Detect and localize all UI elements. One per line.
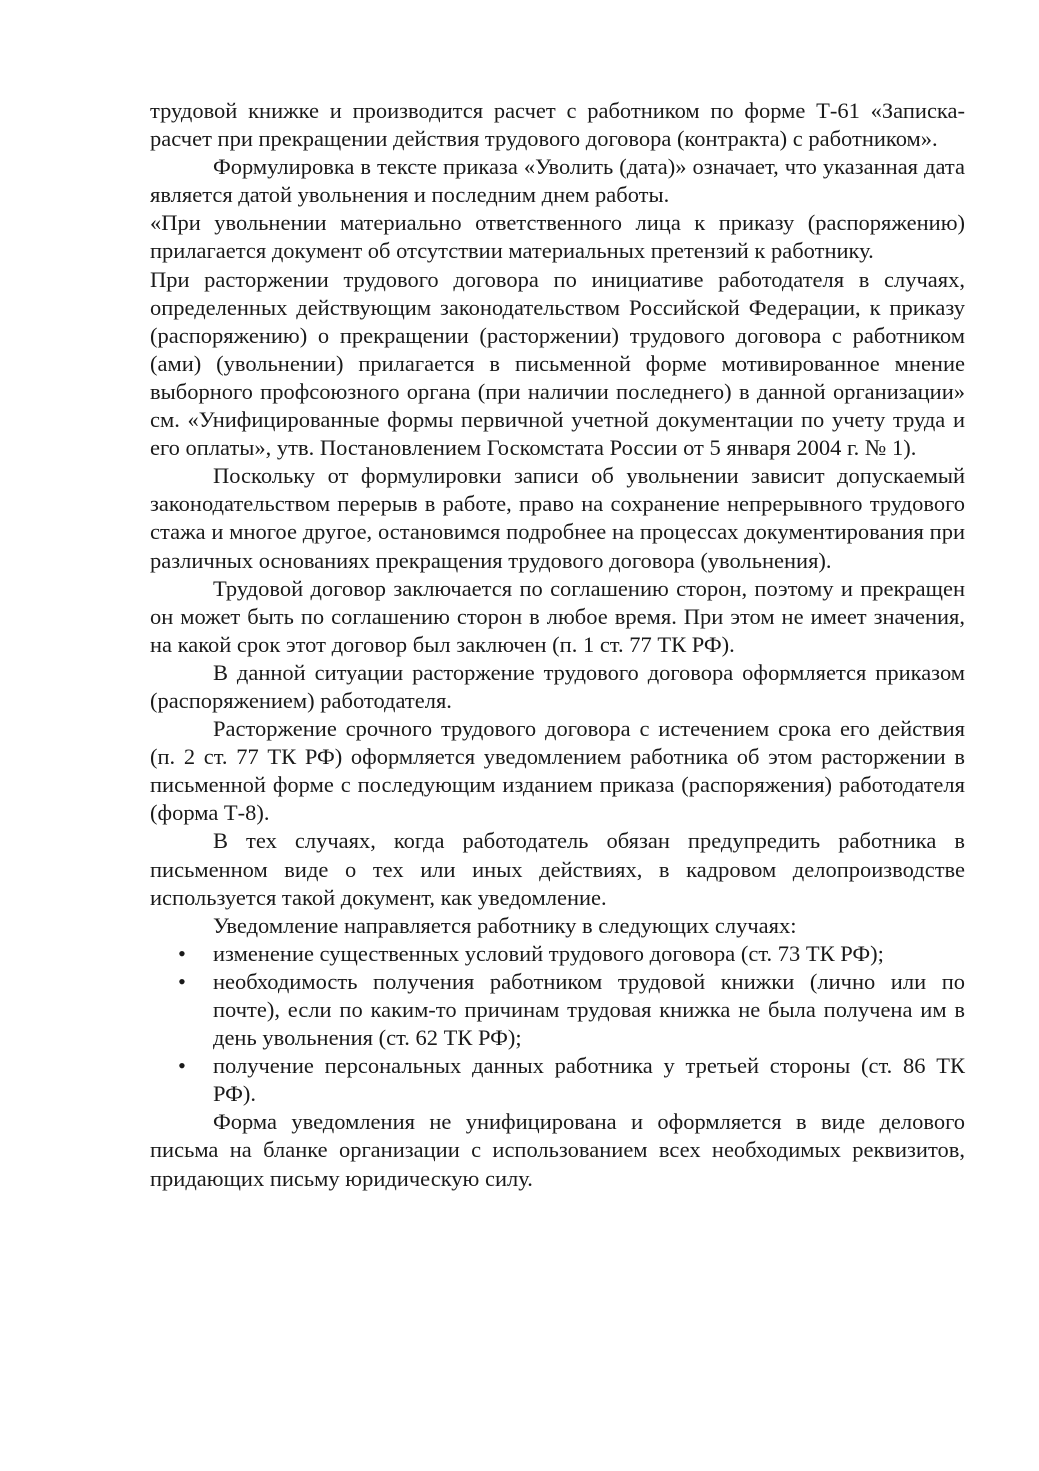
list-item (150, 940, 965, 968)
list-intro-paragraph: Уведомление направляется работнику в следующих случаях: (213, 912, 797, 938)
quote-paragraph: «При увольнении материально ответственного лица к приказу (распоряжению) прилагается документ об отсутствии материальных претензий к работнику. (150, 210, 965, 264)
paragraph: Расторжение срочного трудового договора с истечением срока его действия (п. 2 ст. 77 ТК РФ) оформляется уведомлением работника об этом расторжении в письменной форме с последующим изданием приказа (распоряжения) работодателя (форма Т-8). (150, 716, 965, 826)
paragraph: Поскольку от формулировки записи об увольнении зависит допускаемый законодательством перерыв в работе, право на сохранение непрерывного трудового стажа и многое другое, остановимся подробнее на процессах документирования при различных основаниях прекращения трудового договора (увольнения). (150, 463, 965, 573)
paragraph: Формулировка в тексте приказа «Уволить (дата)» означает, что указанная дата является датой увольнения и последним днем работы. (150, 154, 965, 208)
list-item-text: получение персональных данных работника у третьей стороны (ст. 86 ТК РФ). (213, 1053, 965, 1107)
list-item (150, 1052, 965, 1108)
bullet-list (150, 940, 965, 1109)
paragraph: Форма уведомления не унифицирована и оформляется в виде делового письма на бланке организации с использованием всех необходимых реквизитов, придающих письму юридическую силу. (150, 1109, 965, 1191)
bullet-icon: • (178, 940, 186, 966)
document-page (150, 97, 965, 1193)
paragraph: В тех случаях, когда работодатель обязан предупредить работника в письменном виде о тех или иных действиях, в кадровом делопроизводстве используется такой документ, как уведомление. (150, 828, 965, 910)
bullet-icon: • (178, 968, 186, 994)
bullet-icon: • (178, 1053, 186, 1079)
paragraph: Трудовой договор заключается по соглашению сторон, поэтому и прекращен он может быть по соглашению сторон в любое время. При этом не имеет значения, на какой срок этот договор был заключен (п. 1 ст. 77 ТК РФ). (150, 575, 965, 657)
paragraph: При расторжении трудового договора по инициативе работодателя в случаях, определенных действующим законодательством Российской Федерации, к приказу (распоряжению) о прекращении (расторжении) трудового договора с работником (ами) (увольнении) прилагается в письменной форме мотивированное мнение выборного профсоюзного органа (при наличии последнего) в данной организации» см. «Унифицированные формы первичной учетной документации по учету труда и его оплаты», утв. Постановлением Госкомстата России от 5 января 2004 г. № 1). (150, 266, 965, 461)
paragraph: В данной ситуации расторжение трудового договора оформляется приказом (распоряжением) работодателя. (150, 659, 965, 713)
list-item-text: необходимость получения работником трудовой книжки (лично или по почте), если по каким-то причинам трудовая книжка не была получена им в день увольнения (ст. 62 ТК РФ); (213, 968, 965, 1051)
paragraph: трудовой книжке и производится расчет с работником по форме Т-61 «Записка-расчет при прекращении действия трудового договора (контракта) с работником». (150, 98, 965, 152)
list-item (150, 968, 965, 1052)
list-item-text: изменение существенных условий трудового договора (ст. 73 ТК РФ); (213, 940, 884, 966)
